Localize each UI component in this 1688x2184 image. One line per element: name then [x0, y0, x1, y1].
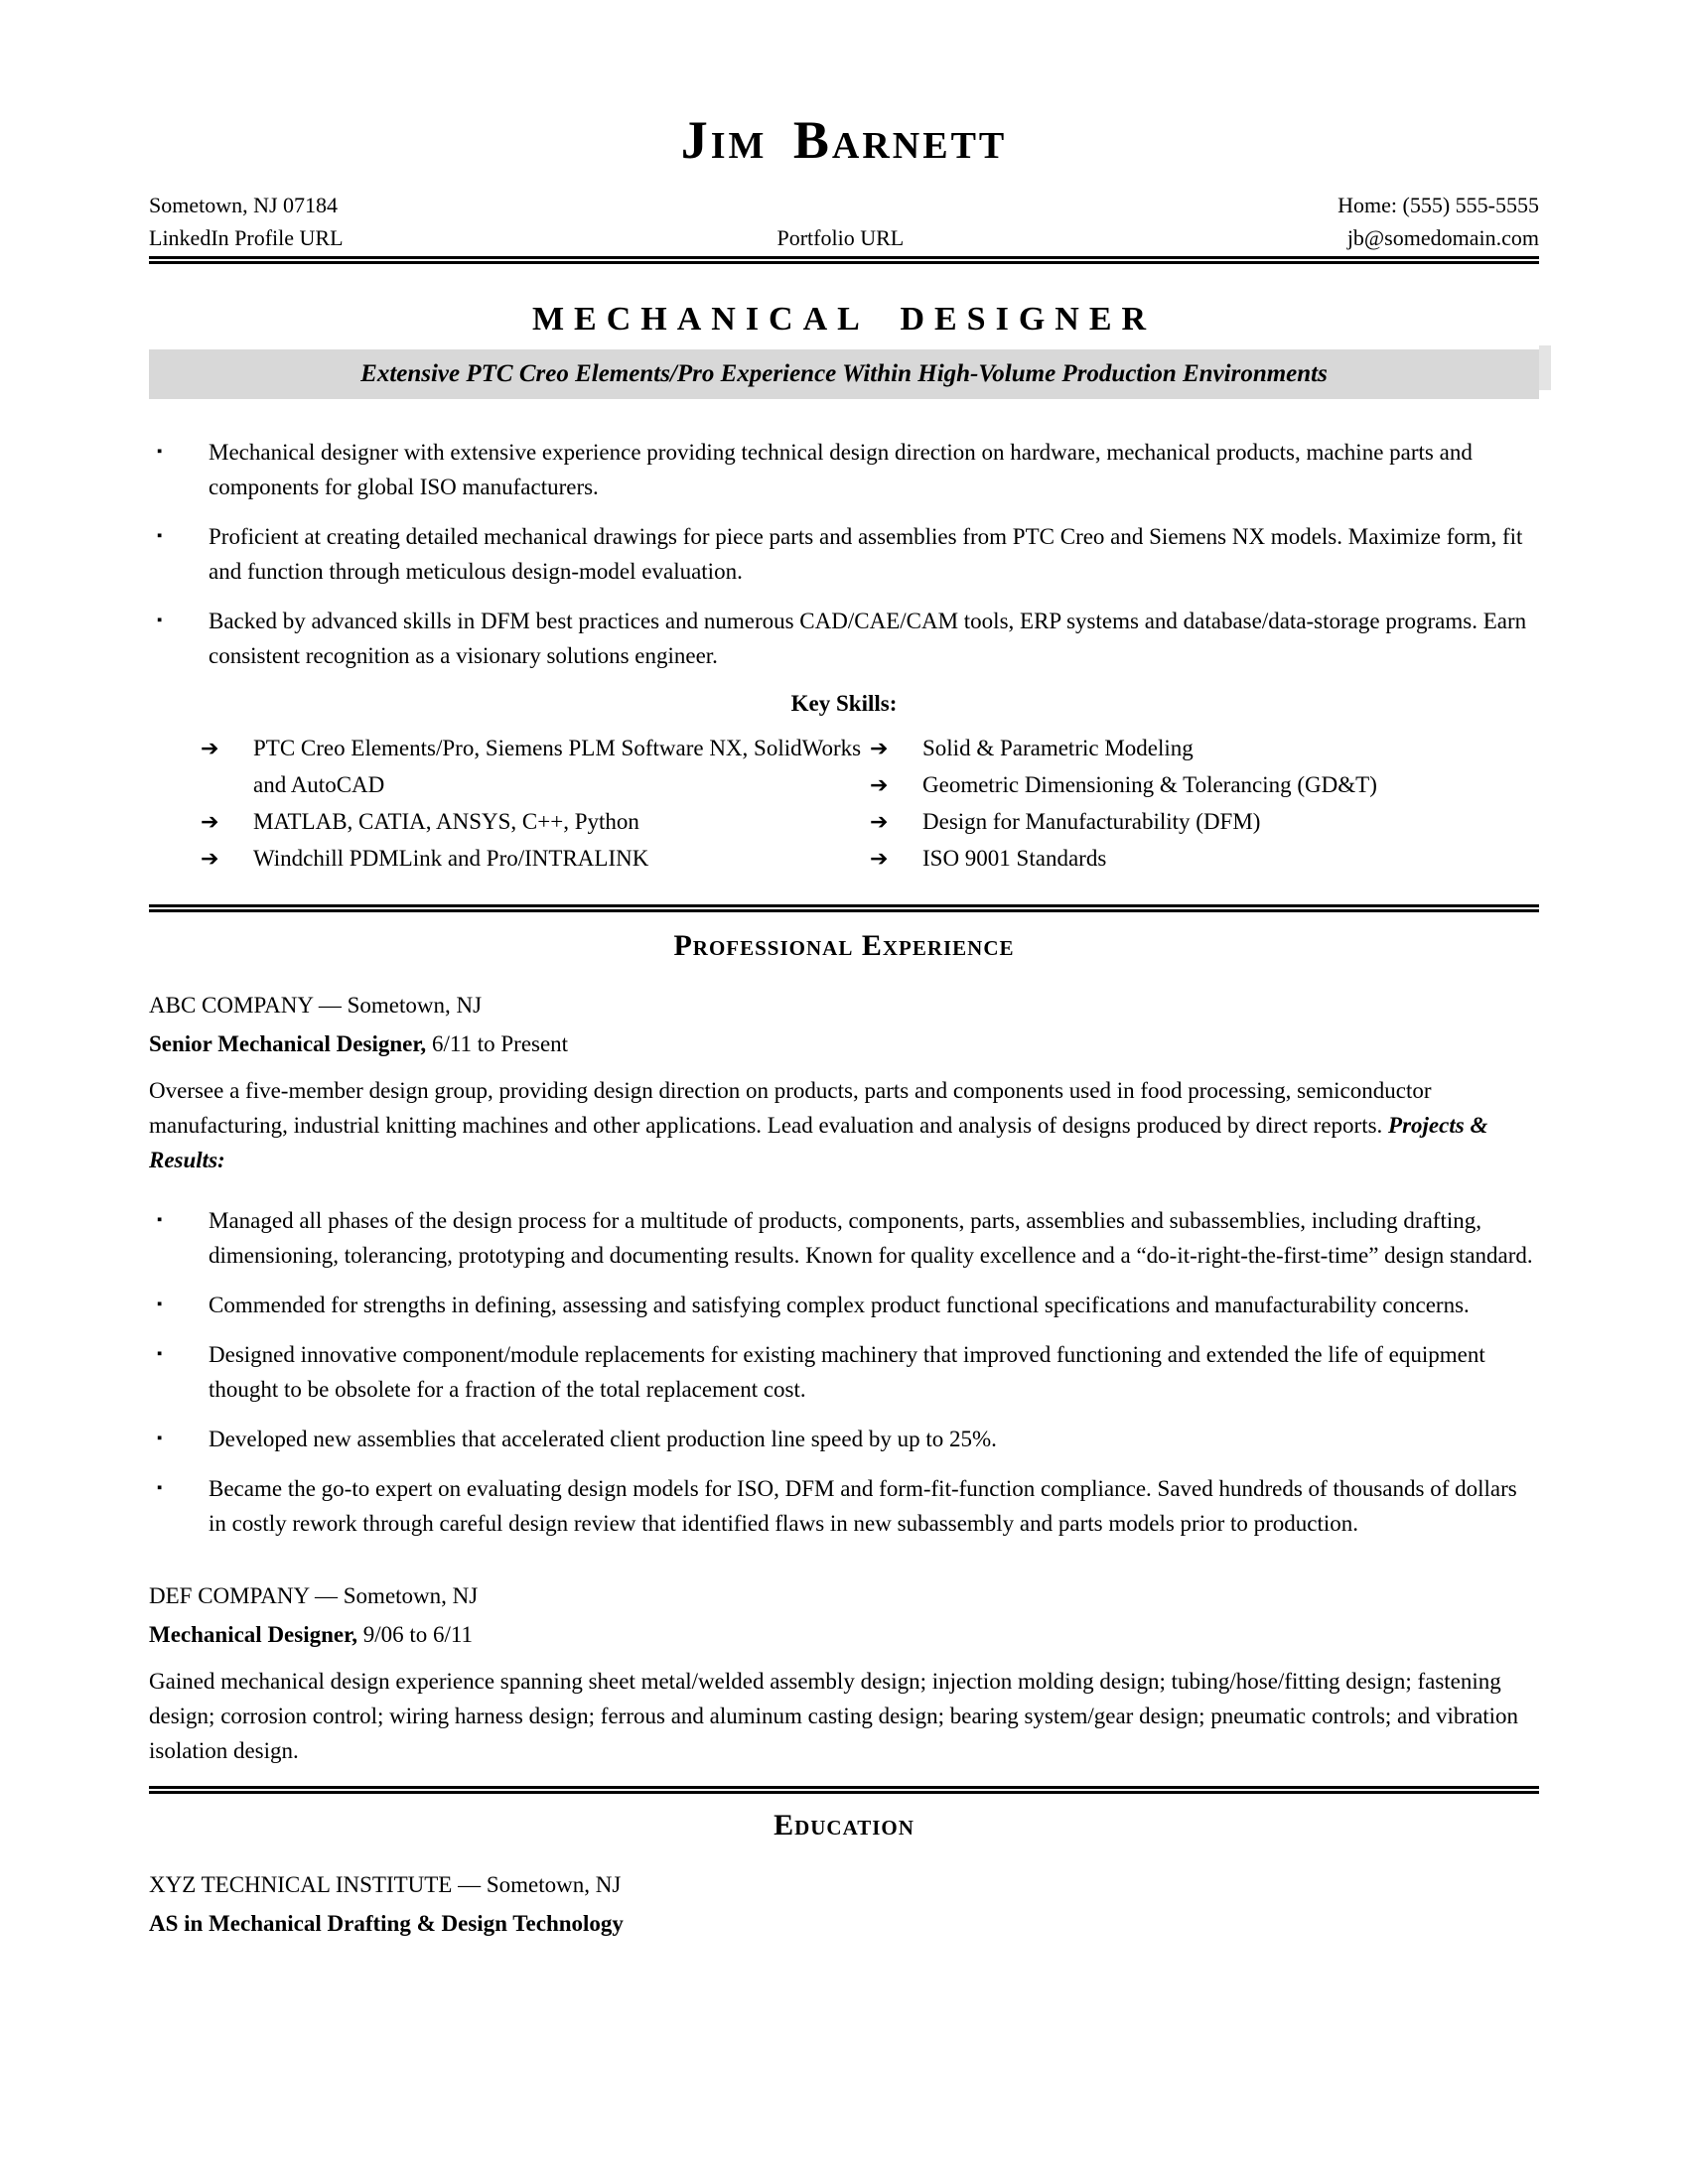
degree-line: AS in Mechanical Drafting & Design Technology [149, 1911, 624, 1936]
arrow-bullet-icon: ➔ [201, 846, 219, 871]
skill-item: ➔ MATLAB, CATIA, ANSYS, C++, Python [201, 803, 870, 840]
job-bullet-list [149, 1203, 1539, 1541]
arrow-bullet-icon: ➔ [201, 809, 219, 834]
contact-email: jb@somedomain.com [1346, 225, 1539, 250]
key-skills-left-column [201, 730, 870, 877]
role-title: Mechanical Designer, [149, 1622, 357, 1647]
company-line: ABC COMPANY — Sometown, NJ [149, 993, 483, 1018]
arrow-bullet-icon: ➔ [870, 772, 889, 797]
job-summary: Gained mechanical design experience spanning sheet metal/welded assembly design; injection molding design; tubing/hose/fitting design; fastening design; corrosion control; wiring harness design; ferrous and aluminum casting design; bearing system/gear design; pneumatic controls; and vibration isolation design. [149, 1669, 1519, 1763]
summary-bullet: ▪ Backed by advanced skills in DFM best practices and numerous CAD/CAE/CAM tools, ERP systems and database/data-storage programs. Earn consistent recognition as a visionary solutions engineer. [149, 604, 1539, 673]
job-abc [149, 988, 1539, 1541]
job-bullet: ▪ Became the go-to expert on evaluating design models for ISO, DFM and form-fit-function compliance. Saved hundreds of thousands of dollars in costly rework through careful design review that identified flaws in new subassembly and parts models prior to production. [149, 1471, 1539, 1541]
contact-portfolio: Portfolio URL [776, 225, 905, 250]
square-bullet-icon: ▪ [157, 1297, 163, 1312]
arrow-bullet-icon: ➔ [201, 736, 219, 760]
key-skills-columns [149, 730, 1539, 877]
square-bullet-icon: ▪ [157, 444, 163, 460]
contact-info [149, 189, 1539, 254]
skill-item: ➔ Solid & Parametric Modeling [870, 730, 1539, 766]
education-divider [149, 1786, 1539, 1794]
contact-city: Sometown, NJ 07184 [149, 193, 339, 217]
job-bullet: ▪ Managed all phases of the design process for a multitude of products, components, parts, assemblies and subassemblies, including drafting, dimensioning, tolerancing, prototyping and documenting results. Known for quality excellence and a “do-it-right-the-first-time” design standard. [149, 1203, 1539, 1273]
role-dates: 9/06 to 6/11 [356, 1622, 474, 1647]
contact-spacer [776, 189, 904, 221]
skill-item: ➔ Windchill PDMLink and Pro/INTRALINK [201, 840, 870, 877]
contact-center-column [776, 189, 904, 254]
arrow-bullet-icon: ➔ [870, 809, 889, 834]
skill-item: ➔ PTC Creo Elements/Pro, Siemens PLM Software NX, SolidWorks and AutoCAD [201, 730, 870, 803]
square-bullet-icon: ▪ [157, 1212, 163, 1228]
skill-item: ➔ ISO 9001 Standards [870, 840, 1539, 877]
job-def [149, 1578, 1539, 1768]
header-divider [149, 256, 1539, 264]
education-heading: Education [774, 1809, 914, 1842]
job-bullet: ▪ Commended for strengths in defining, assessing and satisfying complex product functional specifications and manufacturability concerns. [149, 1288, 1539, 1322]
skill-item: ➔ Design for Manufacturability (DFM) [870, 803, 1539, 840]
contact-linkedin: LinkedIn Profile URL [149, 225, 344, 250]
experience-heading: Professional Experience [673, 929, 1015, 962]
resume-title: MECHANICAL DESIGNER [531, 301, 1157, 338]
role-dates: 6/11 to Present [426, 1031, 569, 1056]
job-bullet: ▪ Designed innovative component/module replacements for existing machinery that improved functioning and extended the life of equipment thought to be obsolete for a fraction of the total replacement cost. [149, 1337, 1539, 1407]
headline-banner [149, 349, 1539, 399]
skill-item: ➔ Geometric Dimensioning & Tolerancing (GD&T) [870, 766, 1539, 803]
square-bullet-icon: ▪ [157, 1480, 163, 1496]
key-skills-right-column [870, 730, 1539, 877]
school-line: XYZ TECHNICAL INSTITUTE — Sometown, NJ [149, 1872, 622, 1897]
banner-tab-decoration [1539, 345, 1551, 390]
square-bullet-icon: ▪ [157, 1431, 163, 1446]
company-line: DEF COMPANY — Sometown, NJ [149, 1583, 479, 1608]
summary-bullet-list [149, 435, 1539, 673]
candidate-name: Jim Barnett [680, 110, 1008, 170]
summary-bullet: ▪ Mechanical designer with extensive experience providing technical design direction on hardware, mechanical products, machine parts and components for global ISO manufacturers. [149, 435, 1539, 504]
contact-left-column [149, 189, 344, 254]
square-bullet-icon: ▪ [157, 1346, 163, 1362]
arrow-bullet-icon: ➔ [870, 736, 889, 760]
role-title: Senior Mechanical Designer, [149, 1031, 427, 1056]
experience-divider [149, 904, 1539, 912]
arrow-bullet-icon: ➔ [870, 846, 889, 871]
projects-results-label: Projects & Results: [149, 1113, 1488, 1172]
role-line [149, 1026, 1539, 1061]
square-bullet-icon: ▪ [157, 613, 163, 628]
job-summary: Oversee a five-member design group, providing design direction on products, parts and components used in food processing, semiconductor manufacturing, industrial knitting machines and other applications. Lead evaluation and analysis of designs produced by direct reports. Projects & Results: [149, 1078, 1488, 1172]
square-bullet-icon: ▪ [157, 528, 163, 544]
contact-right-column [1337, 189, 1539, 254]
summary-bullet: ▪ Proficient at creating detailed mechanical drawings for piece parts and assemblies from PTC Creo and Siemens NX models. Maximize form, fit and function through meticulous design-model evaluation. [149, 519, 1539, 589]
job-bullet: ▪ Developed new assemblies that accelerated client production line speed by up to 25%. [149, 1422, 1539, 1456]
headline-banner-text: Extensive PTC Creo Elements/Pro Experience Within High-Volume Production Environments [360, 360, 1328, 387]
key-skills-heading: Key Skills: [790, 691, 898, 716]
contact-phone: Home: (555) 555-5555 [1337, 193, 1539, 217]
role-line [149, 1617, 1539, 1652]
